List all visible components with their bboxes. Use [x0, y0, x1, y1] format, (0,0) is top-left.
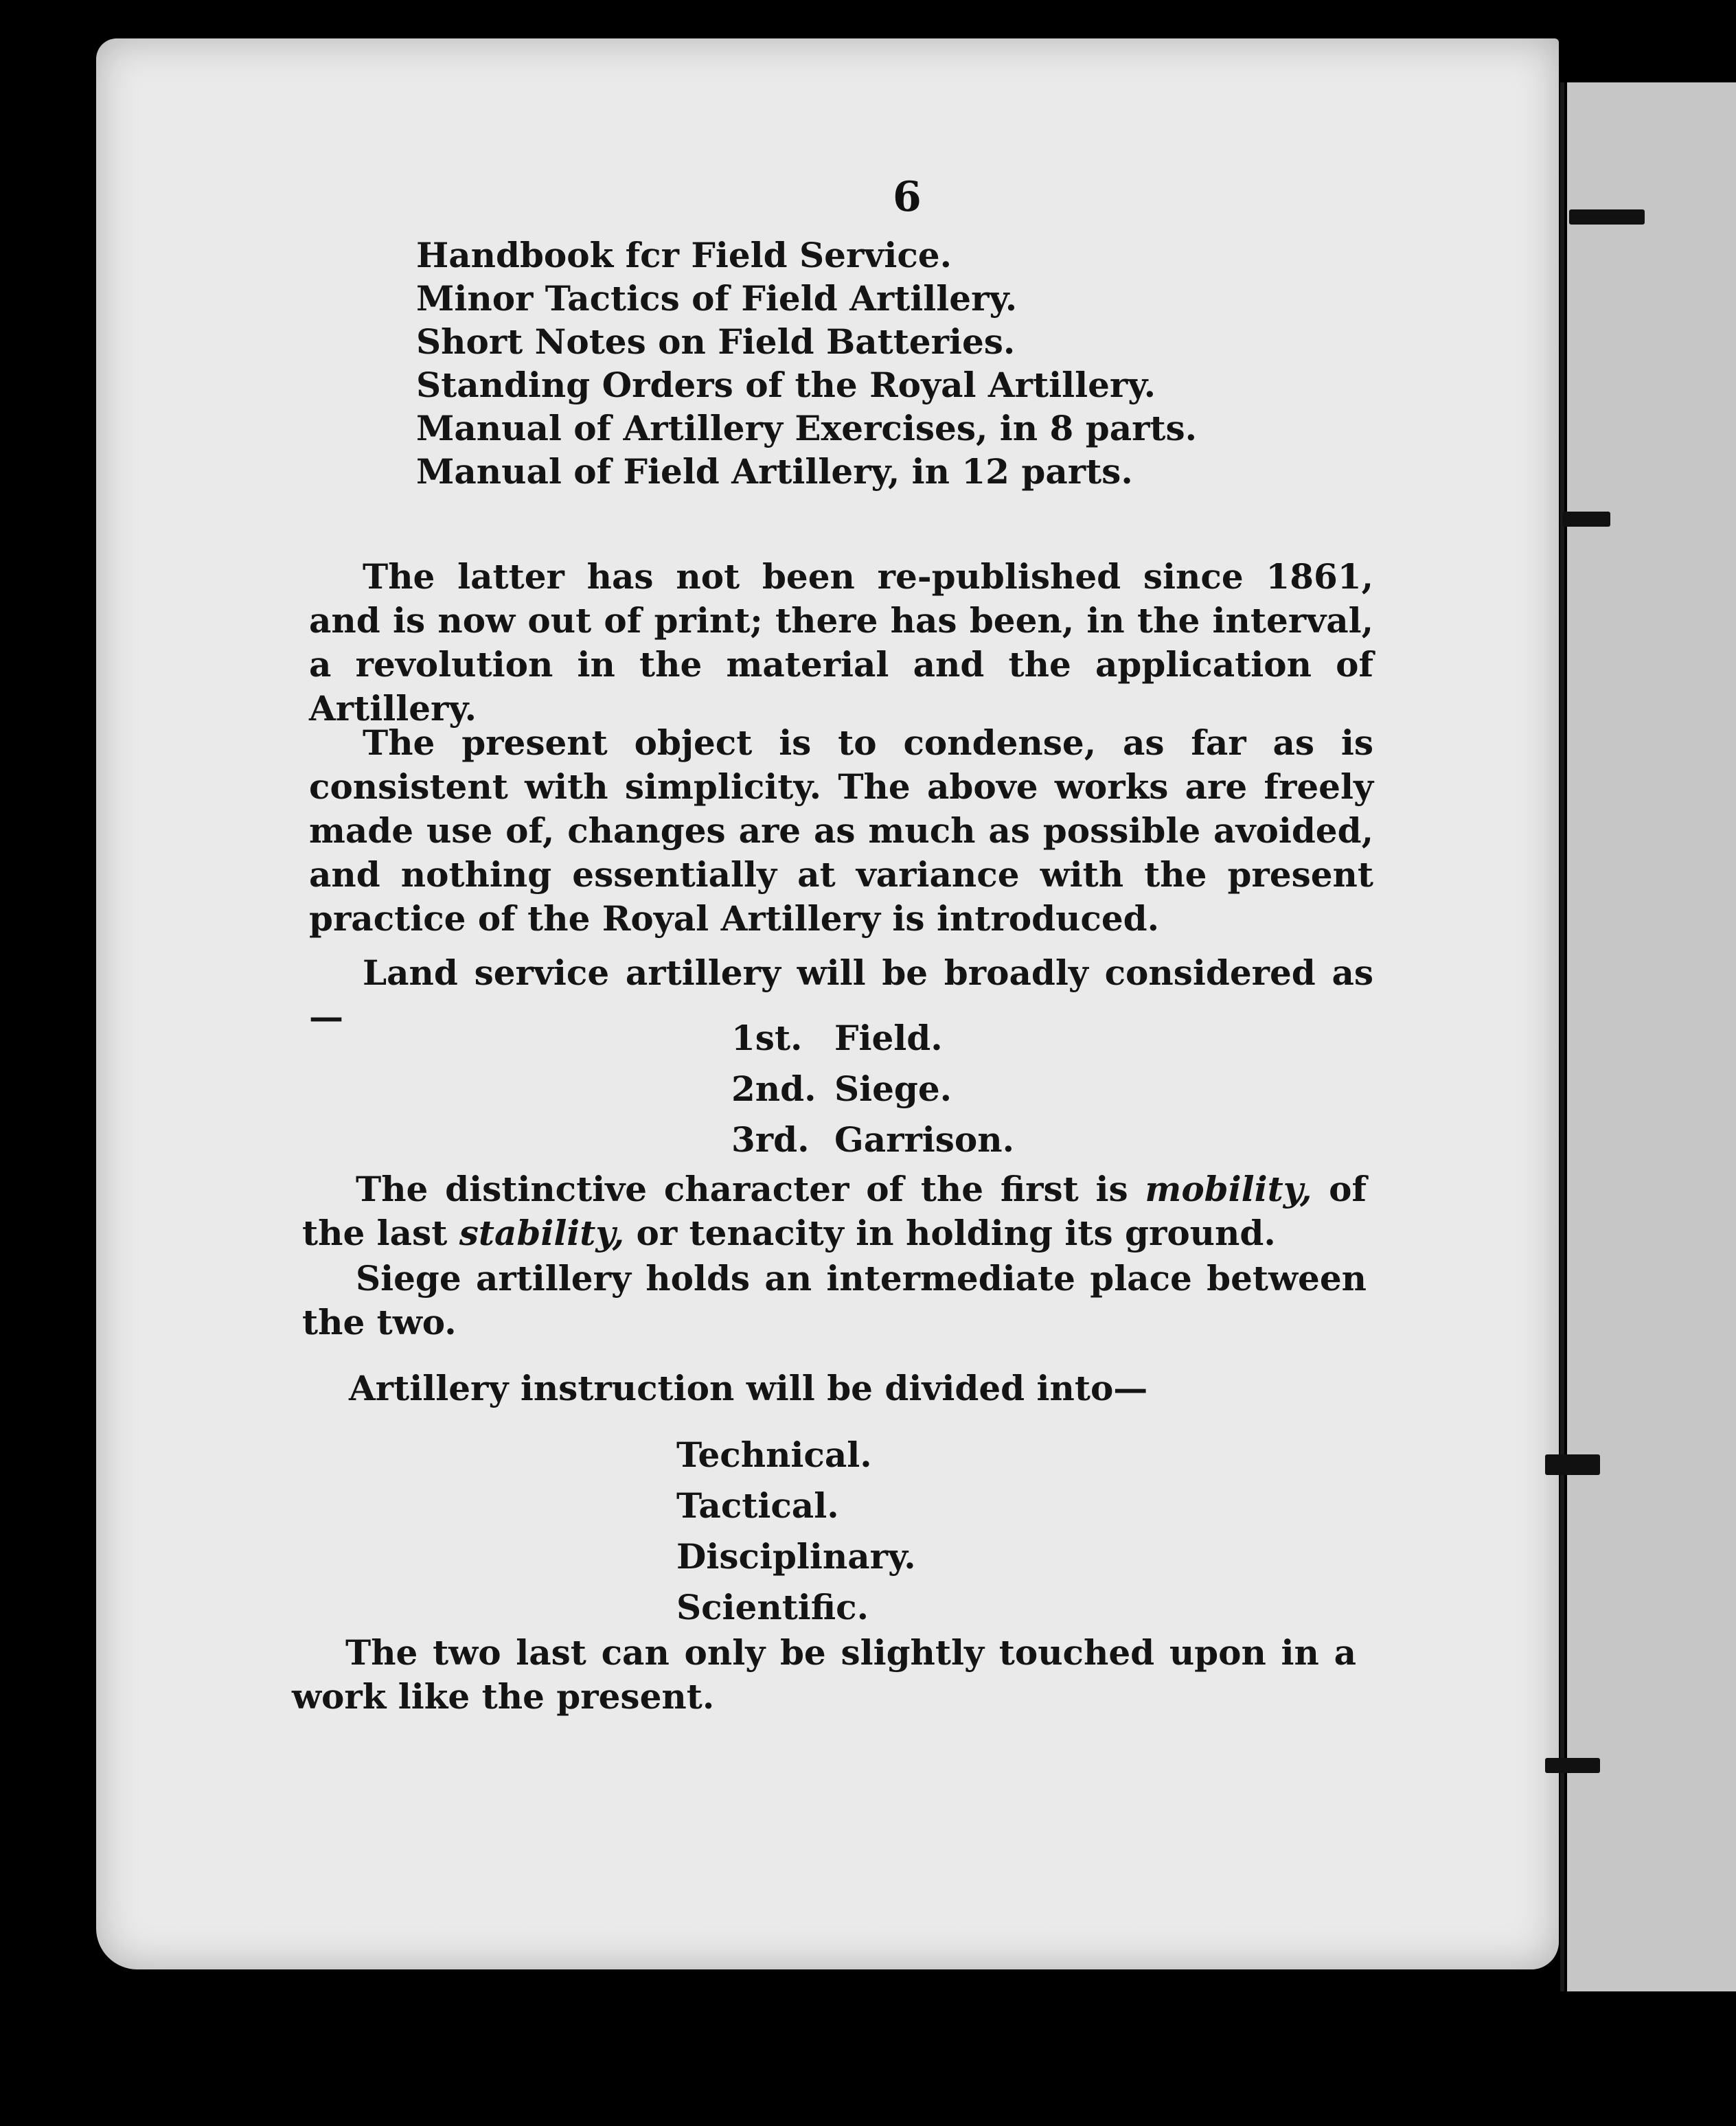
binding-stitch: [1569, 209, 1645, 225]
book-spine: [1560, 82, 1564, 1991]
paragraph-land-service: Land service artillery will be broadly considered as—: [309, 952, 1373, 1037]
book-title: Short Notes on Field Batteries.: [416, 321, 1016, 362]
binding-stitch: [1545, 1454, 1600, 1475]
paragraph-distinctive-character: The distinctive character of the first is mobility, of the last stability, or tenacity in holding its ground.: [302, 1169, 1367, 1253]
book-title: Minor Tactics of Field Artillery.: [416, 278, 1018, 319]
facing-page-edge: [1567, 82, 1736, 1991]
book-title: Manual of Artillery Exercises, in 8 parts.: [416, 408, 1198, 448]
paragraph-republication: The latter has not been re-published since 1861, and is now out of print; there has been, in the interval, a revolution in the material and the application of Artillery.: [309, 556, 1373, 729]
book-title: Handbook fcr Field Service.: [416, 235, 952, 275]
binding-stitch: [1545, 1758, 1600, 1773]
list-item: 3rd. Garrison.: [731, 1119, 1015, 1160]
book-title: Manual of Field Artillery, in 12 parts.: [416, 451, 1133, 492]
artillery-kinds-list: [731, 1013, 1014, 1165]
book-title: Standing Orders of the Royal Artillery.: [416, 365, 1156, 405]
binding-stitch: [1562, 512, 1610, 527]
paragraph-instruction: Artillery instruction will be divided into—: [349, 1368, 1148, 1408]
paragraph-object: The present object is to condense, as far as is consistent with simplicity. The above works are freely made use of, changes are as much as possible avoided, and nothing essentially at variance with the present practice of the Royal Artillery is introduced.: [309, 722, 1373, 939]
paragraph-closing: The two last can only be slightly touched upon in a work like the present.: [292, 1632, 1356, 1717]
list-item: Technical.: [676, 1435, 872, 1475]
list-item: Scientific.: [676, 1587, 869, 1627]
list-item: Tactical.: [676, 1485, 839, 1526]
reference-book-list: [416, 233, 1197, 493]
instruction-list: [676, 1430, 916, 1633]
list-item: 2nd. Siege.: [731, 1068, 952, 1109]
list-item: 1st. Field.: [731, 1018, 943, 1058]
page-number: 6: [893, 173, 922, 221]
list-item: Disciplinary.: [676, 1536, 916, 1577]
paragraph-siege: Siege artillery holds an intermediate place between the two.: [302, 1258, 1367, 1342]
